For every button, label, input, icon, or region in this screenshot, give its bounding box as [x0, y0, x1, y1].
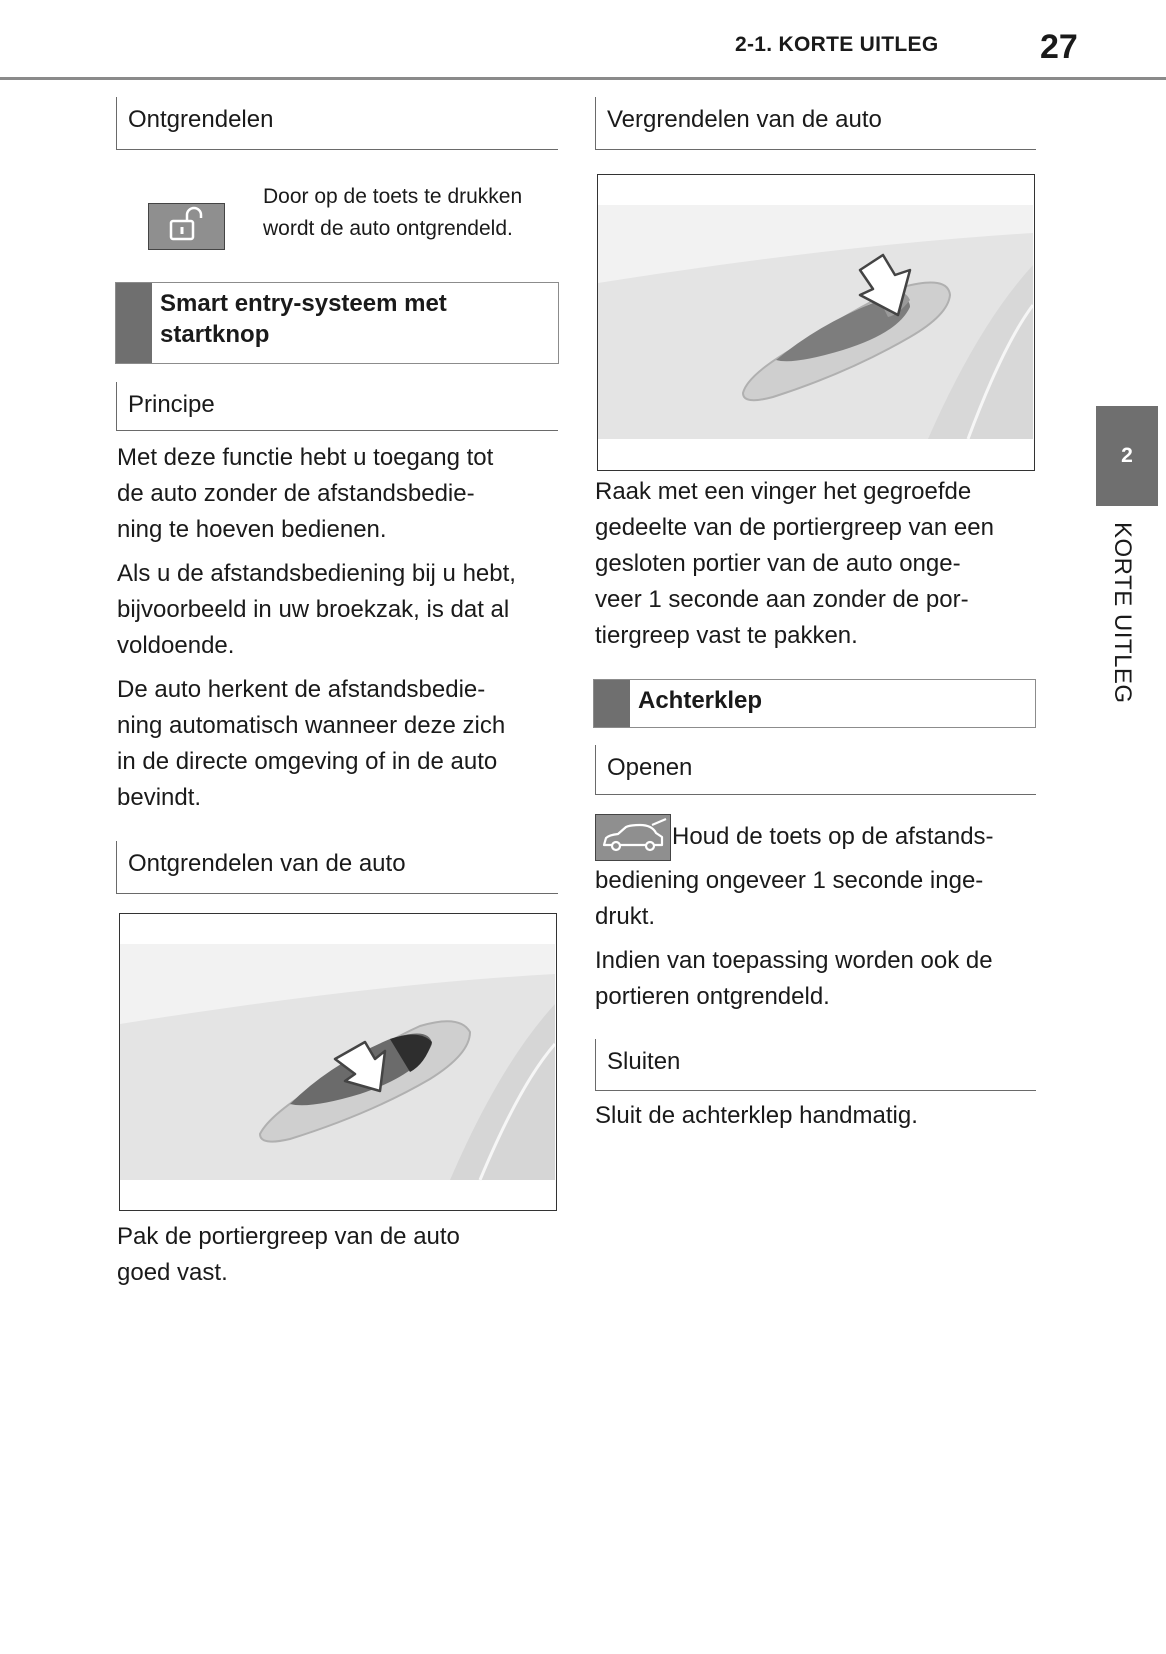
principe-p2-line1: Als u de afstandsbediening bij u hebt, — [117, 560, 516, 587]
door-handle-grip-illustration — [119, 913, 557, 1211]
running-header: 2-1. KORTE UITLEG — [735, 33, 939, 56]
touch-caption-line3: gesloten portier van de auto onge- — [595, 550, 961, 577]
principe-p3-line2: ning automatisch wanneer deze zich — [117, 712, 506, 739]
openen-p1-line2: bediening ongeveer 1 seconde inge- — [595, 867, 984, 894]
vergrendelen-heading: Vergrendelen van de auto — [595, 97, 1036, 150]
door-handle-touch-illustration — [597, 174, 1035, 471]
principe-p1-line1: Met deze functie hebt u toegang tot — [117, 444, 494, 471]
openen-p2-line2: portieren ontgrendeld. — [595, 983, 830, 1010]
section-bar — [594, 680, 630, 727]
section-bar — [116, 283, 152, 363]
unlock-key-icon — [148, 203, 225, 250]
ontgrendelen-heading: Ontgrendelen — [116, 97, 558, 150]
principe-p3-line4: bevindt. — [117, 784, 202, 811]
page-number: 27 — [1040, 28, 1078, 66]
principe-p2-line3: voldoende. — [117, 632, 235, 659]
openen-p2-line1: Indien van toepassing worden ook de — [595, 947, 993, 974]
grip-caption-line2: goed vast. — [117, 1259, 228, 1286]
achterklep-section-heading: Achterklep — [593, 679, 1036, 728]
openen-p1-line1: Houd de toets op de afstands- — [672, 823, 994, 850]
unlock-text-line1: Door op de toets te drukken — [263, 185, 523, 208]
grip-caption-line1: Pak de portiergreep van de auto — [117, 1223, 460, 1250]
principe-heading: Principe — [116, 382, 558, 431]
openen-p1-line3: drukt. — [595, 903, 656, 930]
principe-p3-line1: De auto herkent de afstandsbedie- — [117, 676, 486, 703]
smart-entry-section-heading: Smart entry-systeem met startknop — [115, 282, 559, 364]
ontgrendelen-auto-heading: Ontgrendelen van de auto — [116, 841, 558, 894]
principe-p1-line3: ning te hoeven bedienen. — [117, 516, 387, 543]
touch-caption-line2: gedeelte van de portiergreep van een — [595, 514, 994, 541]
sluiten-heading: Sluiten — [595, 1039, 1036, 1091]
unlock-text-line2: wordt de auto ontgrendeld. — [263, 217, 513, 240]
touch-caption-line1: Raak met een vinger het gegroefde — [595, 478, 972, 505]
touch-caption-line5: tiergreep vast te pakken. — [595, 622, 858, 649]
chapter-side-label: KORTE UITLEG — [1109, 522, 1136, 704]
principe-p3-line3: in de directe omgeving of in de auto — [117, 748, 498, 775]
tailgate-car-icon — [595, 814, 671, 861]
touch-caption-line4: veer 1 seconde aan zonder de por- — [595, 586, 969, 613]
header-rule — [0, 77, 1166, 80]
chapter-tab: 2 — [1096, 406, 1158, 506]
principe-p1-line2: de auto zonder de afstandsbedie- — [117, 480, 475, 507]
principe-p2-line2: bijvoorbeeld in uw broekzak, is dat al — [117, 596, 510, 623]
sluiten-text: Sluit de achterklep handmatig. — [595, 1102, 918, 1129]
openen-heading: Openen — [595, 745, 1036, 795]
